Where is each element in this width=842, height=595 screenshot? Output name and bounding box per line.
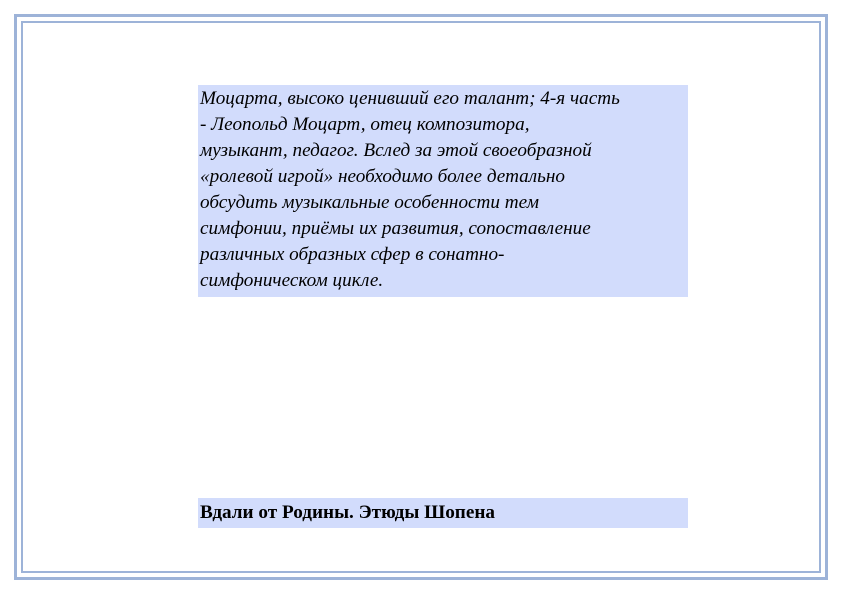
body-text-line: симфоническом цикле. bbox=[200, 270, 384, 291]
body-text-line: Моцарта, высоко ценивший его талант; 4-я часть bbox=[200, 88, 620, 109]
body-text-block bbox=[198, 85, 688, 297]
body-text-line: музыкант, педагог. Вслед за этой своеобразной bbox=[200, 140, 592, 161]
body-text-line: - Леопольд Моцарт, отец композитора, bbox=[200, 114, 530, 135]
body-text-line: различных образных сфер в сонатно- bbox=[200, 244, 505, 265]
body-text-line: «ролевой игрой» необходимо более детально bbox=[200, 166, 565, 187]
body-text-line: симфонии, приёмы их развития, сопоставление bbox=[200, 218, 591, 239]
section-heading: Вдали от Родины. Этюды Шопена bbox=[198, 498, 688, 528]
body-text-line: обсудить музыкальные особенности тем bbox=[200, 192, 539, 213]
